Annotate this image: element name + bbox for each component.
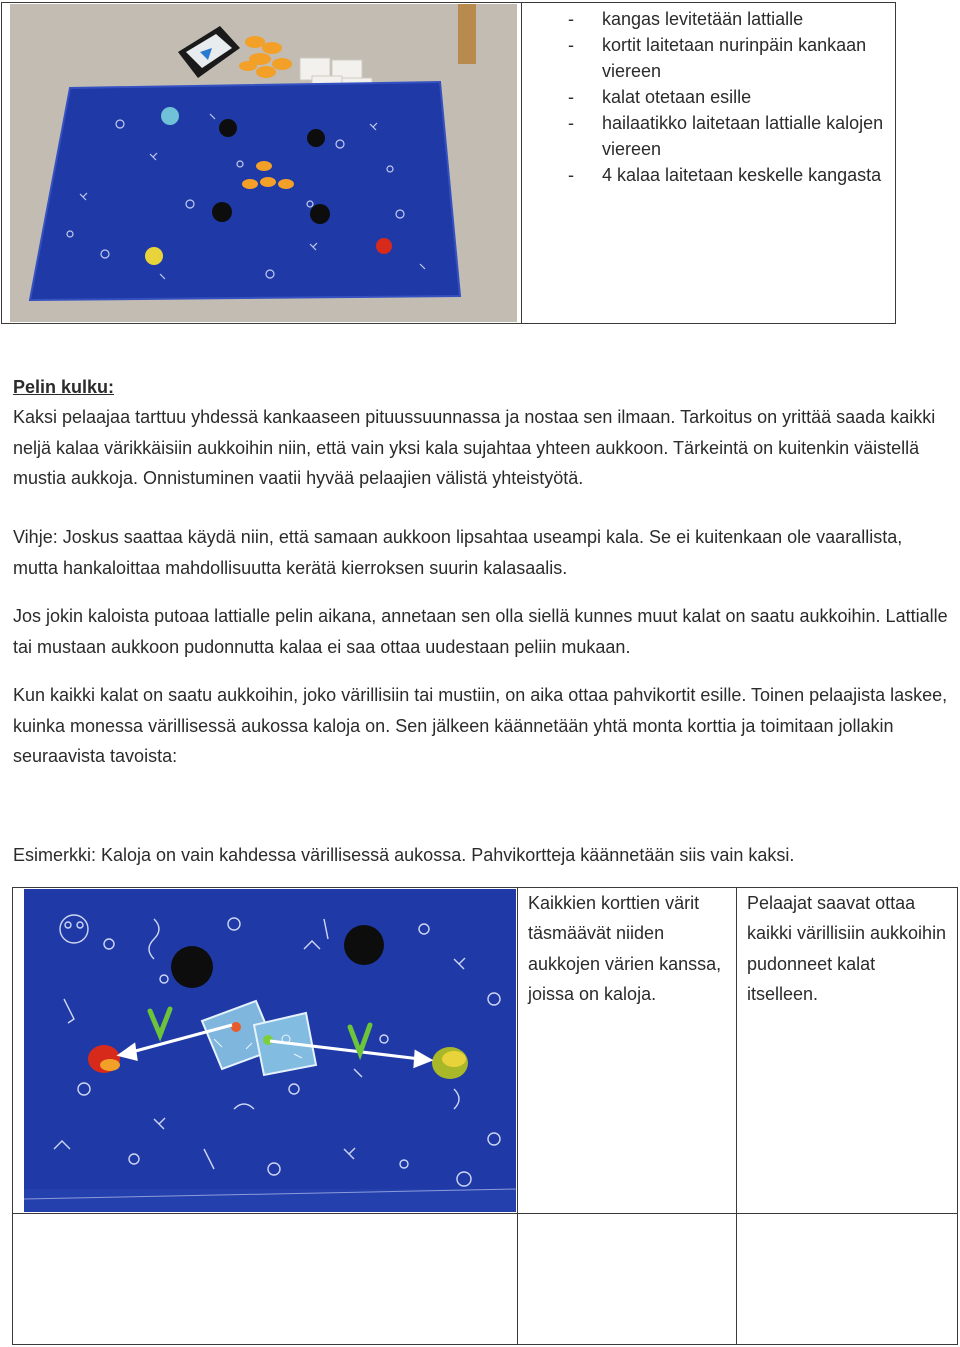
- top-table-divider: [521, 2, 522, 324]
- cards-paragraph: Kun kaikki kalat on saatu aukkoihin, joko värillisiin tai mustiin, on aika ottaa pahvikortit esille. Toinen pelaajista laskee, kuinka monessa värillisessä aukossa kaloja on. Sen jälkeen käännetään yhtä monta korttia ja toimitaan jollakin seuraavista tavoista:: [13, 685, 948, 766]
- section-heading: Pelin kulku:: [13, 377, 115, 397]
- example-table-col-divider-1: [517, 887, 518, 1345]
- rules-paragraph: Kaksi pelaajaa tarttuu yhdessä kankaaseen pituussuunnassa ja nostaa sen ilmaan. Tarkoitus on yrittää saada kaikki neljä kalaa värikkäisiin aukkoihin niin, että vain yksi kala sujahtaa yhteen aukkoon. Tärkeintä on kuitenkin väistellä mustia aukkoja. Onnistuminen vaatii hyvää pelaajien välistä yhteistyötä.: [13, 407, 936, 488]
- players-take-text: Pelaajat saavat ottaa kaikki värillisiin aukkoihin pudonneet kalat itselleen.: [747, 893, 947, 1004]
- cards-match-text: Kaikkien korttien värit täsmäävät niiden aukkojen värien kanssa, joissa on kaloja.: [528, 893, 722, 1004]
- setup-list: [568, 6, 888, 188]
- example-table-col-divider-2: [736, 887, 737, 1345]
- setup-item: - kortit laitetaan nurinpäin kankaan viereen: [568, 32, 888, 84]
- setup-item: - kangas levitetään lattialle: [568, 6, 888, 32]
- setup-item: - 4 kalaa laitetaan keskelle kangasta: [568, 162, 888, 188]
- setup-photo: [10, 4, 517, 322]
- example-paragraph: Esimerkki: Kaloja on vain kahdessa värillisessä aukossa. Pahvikortteja käännetään siis vain kaksi.: [13, 845, 795, 865]
- setup-item: - kalat otetaan esille: [568, 84, 888, 110]
- setup-item: - hailaatikko laitetaan lattialle kalojen viereen: [568, 110, 888, 162]
- example-photo: [24, 889, 516, 1212]
- hint-paragraph: Vihje: Joskus saattaa käydä niin, että samaan aukkoon lipsahtaa useampi kala. Se ei kuitenkaan ole vaarallista, mutta hankaloittaa mahdollisuutta kerätä kierroksen suurin kalasaalis.: [13, 527, 903, 578]
- fallen-fish-paragraph: Jos jokin kaloista putoaa lattialle pelin aikana, annetaan sen olla siellä kunnes muut kalat on saatu aukkoihin. Lattialle tai mustaan aukkoon pudonnutta kalaa ei saa ottaa uudestaan peliin mukaan.: [13, 606, 948, 657]
- example-table-row-divider: [12, 1213, 958, 1214]
- black-hole: [344, 925, 384, 965]
- black-hole: [171, 946, 213, 988]
- blue-cloth: [30, 82, 460, 300]
